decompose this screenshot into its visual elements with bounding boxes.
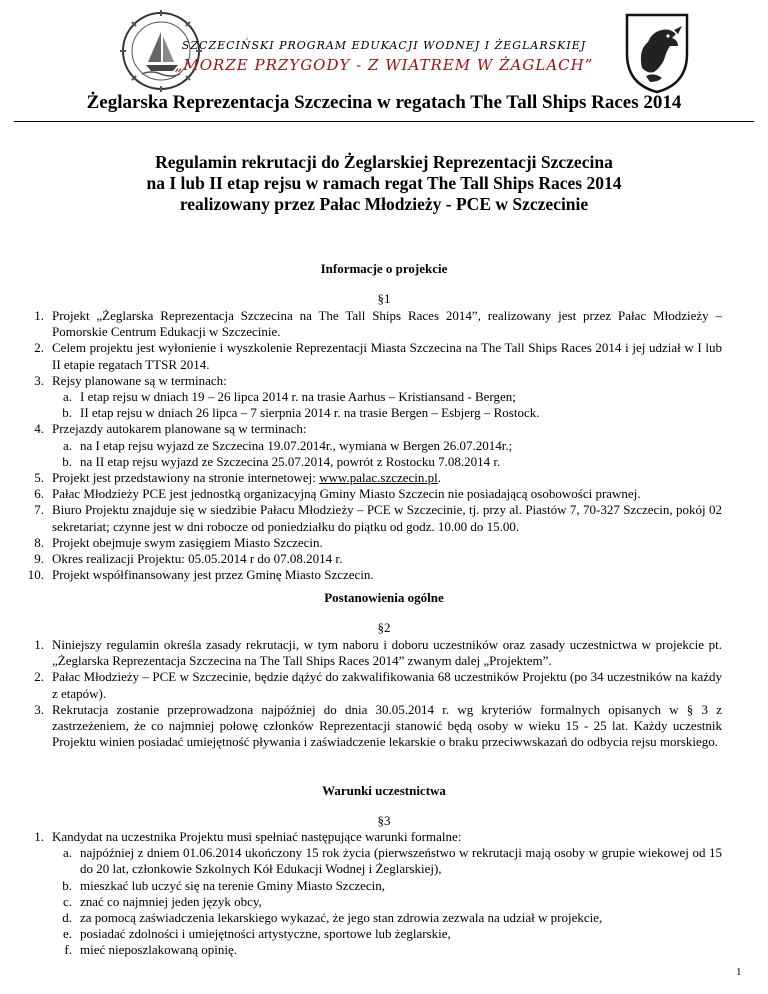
subitem-letter: d. xyxy=(62,910,72,926)
list-item xyxy=(0,829,768,845)
regulation-title xyxy=(0,152,768,215)
subitem-text: najpóźniej z dniem 01.06.2014 ukończony 15 rok życia (pierwszeństwo w rekrutacji mają osoby w grupie wiekowej od 15 do 20 lat, członkowie Szkolnych Kół Edukacji Wodnej i Żeglarskiej), xyxy=(80,845,722,877)
list-item xyxy=(0,567,768,583)
subitem-letter: c. xyxy=(62,893,72,909)
item-text: Pałac Młodzieży PCE jest jednostką organizacyjną Gminy Miasto Szczecin nie posiadającą osobowości prawnej. xyxy=(52,486,641,502)
program-motto-line: „MORZE PRZYGODY - Z WIATREM W ŻAGLACH” xyxy=(174,56,594,74)
item-number: 3. xyxy=(34,701,44,717)
regulation-title-line: realizowany przez Pałac Młodzieży - PCE w Szczecinie xyxy=(179,194,589,214)
item-text-end: . xyxy=(437,470,442,486)
list-item xyxy=(0,669,768,701)
item-text: Biuro Projektu znajduje się w siedzibie Pałacu Młodzieży – PCE w Szczecinie, tj. przy al. Piastów 7, 70-327 Szczecin, pokój 02 sekretariat; czynne jest w dni robocze od poniedziałku do piątku od godz. 10.00 do 15.00. xyxy=(52,502,722,534)
item-number: 1. xyxy=(34,308,44,323)
list-subitem xyxy=(0,942,768,958)
list-subitem xyxy=(0,405,768,421)
list-item xyxy=(0,373,768,389)
item-number: 3. xyxy=(34,372,44,388)
subitem-text: I etap rejsu w dniach 19 – 26 lipca 2014 r. na trasie Aarhus – Kristiansand - Bergen; xyxy=(80,389,516,405)
list-item xyxy=(0,502,768,534)
item-text: Okres realizacji Projektu: 05.05.2014 r do 07.08.2014 r. xyxy=(52,551,343,567)
subitem-text: mieszkać lub uczyć się na terenie Gminy Miasto Szczecin, xyxy=(80,877,386,893)
subitem-letter: a. xyxy=(62,437,72,453)
list-subitem xyxy=(0,910,768,926)
section-list-participation-conditions xyxy=(0,829,768,959)
item-number: 5. xyxy=(34,470,44,486)
section-heading-general-provisions: Postanowienia ogólne xyxy=(324,590,444,605)
subitem-letter: b. xyxy=(62,453,72,469)
item-number: 1. xyxy=(34,829,44,844)
list-item xyxy=(0,535,768,551)
page-number: 1 xyxy=(736,966,742,978)
item-text: Rejsy planowane są w terminach: xyxy=(52,372,227,388)
regulation-title-line: na I lub II etap rejsu w ramach regat The Tall Ships Races 2014 xyxy=(146,173,622,193)
subitem-text: na II etap rejsu wyjazd ze Szczecina 25.07.2014, powrót z Rostocku 7.08.2014 r. xyxy=(80,453,501,469)
list-item xyxy=(0,637,768,669)
subitem-text: posiadać zdolności i umiejętności artystyczne, sportowe lub żeglarskie, xyxy=(80,926,451,942)
item-text: Kandydat na uczestnika Projektu musi spełniać następujące warunki formalne: xyxy=(52,829,462,844)
subitem-letter: e. xyxy=(62,926,72,942)
item-number: 2. xyxy=(34,669,44,685)
subitem-letter: a. xyxy=(62,845,72,861)
list-item xyxy=(0,702,768,751)
item-text: Projekt obejmuje swym zasięgiem Miasto Szczecin. xyxy=(52,534,323,550)
subitem-letter: b. xyxy=(62,405,72,421)
item-text: Pałac Młodzieży – PCE w Szczecinie, będzie dążyć do zakwalifikowania 68 uczestników Projektu (po 34 uczestników na każdy z etapów). xyxy=(52,669,722,701)
item-number: 7. xyxy=(34,502,44,518)
website-link[interactable]: www.palac.szczecin.pl xyxy=(319,470,438,486)
szczecin-coat-of-arms-icon xyxy=(624,12,690,94)
subitem-text: za pomocą zaświadczenia lekarskiego wykazać, że jego stan zdrowia zezwala na udział w projekcie, xyxy=(80,910,603,926)
list-subitem xyxy=(0,389,768,405)
section-heading-participation-conditions: Warunki uczestnictwa xyxy=(322,783,446,798)
item-text: Przejazdy autokarem planowane są w terminach: xyxy=(52,421,307,437)
section-list-project-info xyxy=(0,308,768,583)
item-number: 1. xyxy=(34,637,44,652)
subitem-letter: b. xyxy=(62,877,72,893)
subitem-text: na I etap rejsu wyjazd ze Szczecina 19.07.2014r., wymiana w Bergen 26.07.2014r.; xyxy=(80,437,513,453)
regulation-title-line: Regulamin rekrutacji do Żeglarskiej Reprezentacji Szczecina xyxy=(155,152,613,172)
list-subitem xyxy=(0,438,768,454)
list-item xyxy=(0,340,768,372)
item-number: 10. xyxy=(27,567,44,583)
paragraph-mark: §2 xyxy=(377,620,391,635)
list-item xyxy=(0,308,768,340)
list-item xyxy=(0,470,768,486)
section-heading-project-info: Informacje o projekcie xyxy=(320,261,448,276)
list-subitem xyxy=(0,878,768,894)
header-divider xyxy=(14,121,754,122)
list-item xyxy=(0,551,768,567)
list-item xyxy=(0,421,768,437)
item-text: Projekt współfinansowany jest przez Gminę Miasto Szczecin. xyxy=(52,567,374,583)
item-text: Celem projektu jest wyłonienie i wyszkolenie Reprezentacji Miasta Szczecina na The Tall Ships Races 2014 i jej udział w I lub II etapie regatach TTSR 2014. xyxy=(52,340,722,372)
subitem-text: mieć nieposzlakowaną opinię. xyxy=(80,942,238,958)
item-number: 8. xyxy=(34,534,44,550)
document-header xyxy=(0,0,768,128)
list-subitem xyxy=(0,845,768,877)
item-number: 4. xyxy=(34,421,44,437)
item-text: Niniejszy regulamin określa zasady rekrutacji, w tym naboru i doboru uczestników oraz zasady uczestnictwa w projekcie pt. „Żeglarska Reprezentacja Szczecina na The Tall Ships Races 2014” zwanym dalej „Projektem”. xyxy=(52,637,722,669)
list-subitem xyxy=(0,894,768,910)
subitem-text: II etap rejsu w dniach 26 lipca – 7 sierpnia 2014 r. na trasie Bergen – Esbjerg – Rostock. xyxy=(80,405,540,421)
subitem-text: znać co najmniej jeden język obcy, xyxy=(80,893,262,909)
project-title: Żeglarska Reprezentacja Szczecina w regatach The Tall Ships Races 2014 xyxy=(86,92,682,113)
item-number: 2. xyxy=(34,340,44,356)
item-text: Rekrutacja zostanie przeprowadzona najpóźniej do dnia 30.05.2014 r. wg kryteriów formalnych opisanych w § 3 z zastrzeżeniem, że co najmniej połowę członków Reprezentacji stanowić będą osoby w wieku 15 - 25 lat. Każdy uczestnik Projektu winien posiadać umiejętność pływania i zaświadczenie lekarskie o braku przeciwwskazań do odbycia rejsu morskiego. xyxy=(52,701,722,750)
paragraph-mark: §3 xyxy=(377,813,391,828)
item-number: 6. xyxy=(34,486,44,502)
section-list-general-provisions xyxy=(0,637,768,750)
subitem-letter: f. xyxy=(64,942,72,958)
subitem-letter: a. xyxy=(62,389,72,405)
program-name-line: SZCZECIŃSKI PROGRAM EDUKACJI WODNEJ I ŻEGLARSKIEJ xyxy=(181,39,587,52)
item-text: Projekt „Żeglarska Reprezentacja Szczecina na The Tall Ships Races 2014”, realizowany jest przez Pałac Młodzieży – Pomorskie Centrum Edukacji w Szczecinie. xyxy=(52,308,722,340)
list-item xyxy=(0,486,768,502)
list-subitem xyxy=(0,926,768,942)
paragraph-mark: §1 xyxy=(377,291,391,306)
item-number: 9. xyxy=(34,551,44,567)
item-text: Projekt jest przedstawiony na stronie internetowej: xyxy=(52,470,320,486)
list-subitem xyxy=(0,454,768,470)
